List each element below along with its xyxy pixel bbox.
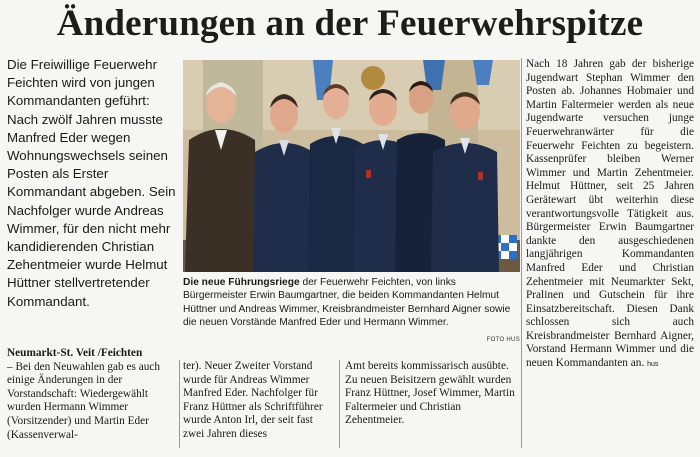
article-headline: Änderungen an der Feuerwehrspitze (56, 3, 644, 44)
group-photo (183, 60, 520, 272)
caption-bold: Die neue Führungsriege (183, 277, 300, 288)
group-photo-illustration (183, 60, 520, 272)
dateline: Neumarkt-St. Veit /Feichten (7, 347, 143, 359)
column-divider (179, 360, 180, 448)
photo-caption (183, 276, 520, 329)
article-column-3: Amt bereits kommissarisch ausübte. Zu neuen Beisitzern gewählt wurden Franz Hüttner, Josef Wimmer, Martin Faltermeier und Christian Zehentmeier. (345, 360, 515, 427)
article-lead: Die Freiwillige Feuerwehr Feichten wird von jungen Kommandanten geführt: Nach zwölf Jahren musste Manfred Eder wegen Wohnungswechsels seinen Posten als Erster Kommandant abgeben. Sein Nachfolger wurde Andreas Wimmer, für den nicht mehr kandidierenden Christian Zehentmeier wurde Helmut Hüttner stellvertretender Kommandant. (7, 57, 176, 309)
column-divider (521, 58, 522, 448)
photo-credit: FOTO HUS (486, 337, 520, 343)
article-column-1 (7, 347, 175, 442)
column-1-text: – Bei den Neuwahlen gab es auch einige Änderungen in der Vorstandschaft: Wiedergewählt wurden Hermann Wimmer (Vorsitzender) und Martin Eder (Kassenverwal- (7, 360, 161, 441)
article-column-4 (526, 58, 694, 372)
caption-text: der Feuerwehr Feichten, von links Bürgermeister Erwin Baumgartner, die beiden Kommandanten Helmut Hüttner und Andreas Wimmer, Kreisbrandmeister Bernhard Aigner sowie die neuen Vorstände Manfred Eder und Hermann Wimmer. (183, 277, 511, 328)
column-4-text: Nach 18 Jahren gab der bisherige Jugendwart Stephan Wimmer den Posten ab. Johannes Hobmaier und Martin Faltermeier werden als neue Jugendwarte versuchen junge Feuerwehranwärter für die Feuerwehr Feichten zu begeistern. Kassenprüfer bleiben Werner Wimmer und Martin Zehentmeier. Helmut Hüttner, seit 25 Jahren Gerätewart übt weiterhin diese verantwortungsvolle Tätigkeit aus. Bürgermeister Erwin Baumgartner dankte den ausgeschiedenen langjährigen Kommandanten Manfred Eder und Christian Zehentmeier mit Neumarkter Sekt, Pralinen und Gutschein für ihre Einsatzbereitschaft. Diesen Dank schlossen sich auch Kreisbrandmeister Bernhard Aigner, Vorstand Hermann Wimmer und die neuen Kommandanten an. (526, 58, 694, 370)
column-divider (339, 360, 340, 448)
author-tag: hus (647, 361, 659, 369)
article-column-2: ter). Neuer Zweiter Vorstand wurde für Andreas Wimmer Manfred Eder. Nachfolger für Franz Hüttner als Schriftführer wurde Anton Irl, der seit fast zwei Jahren dieses (183, 360, 323, 440)
